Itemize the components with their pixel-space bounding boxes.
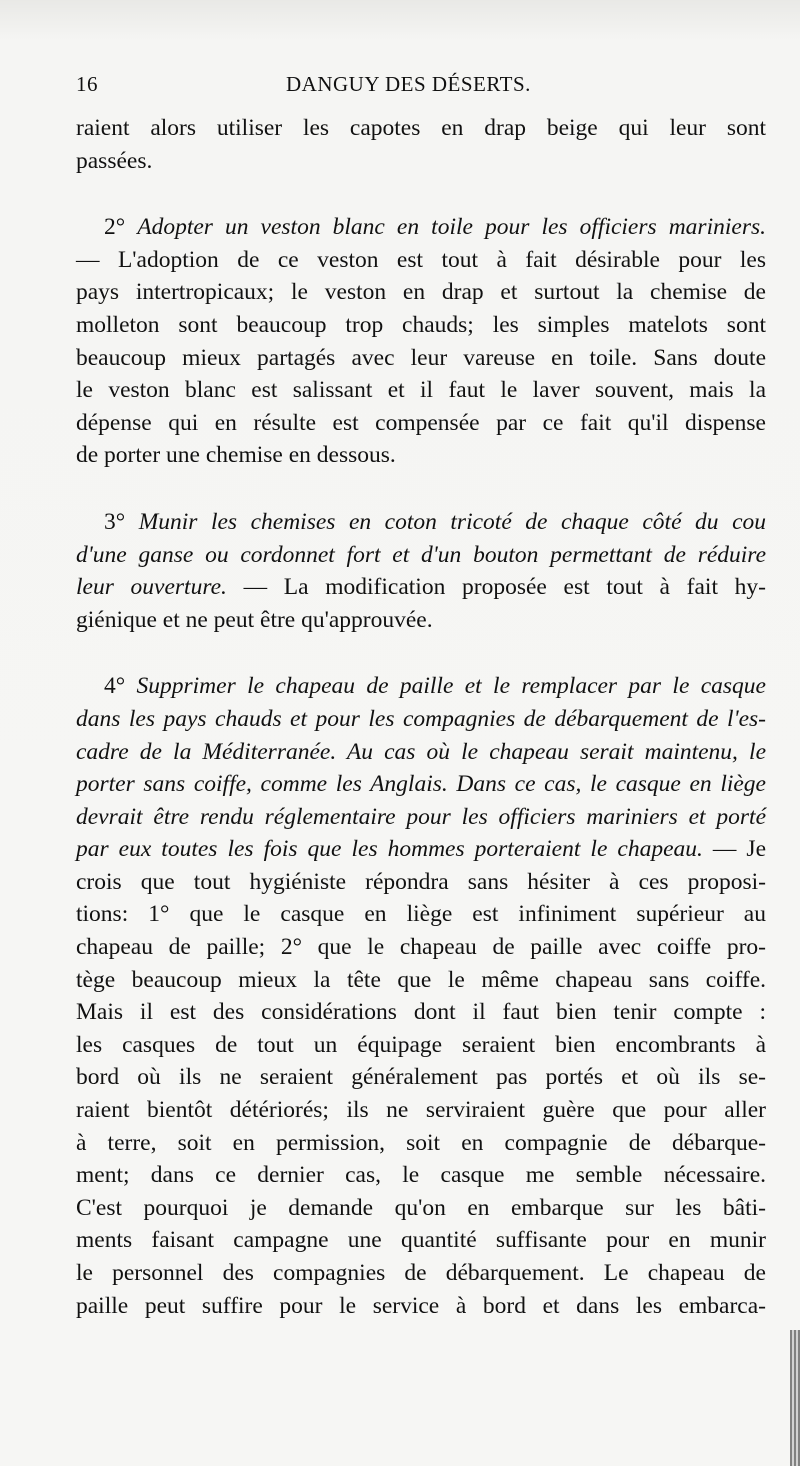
text-line: par eux toutes les fois que les hommes porteraient le chapeau. — Je — [76, 836, 767, 863]
text-line: de porter une chemise en dessous. — [76, 442, 396, 469]
text-line: les casques de tout un équipage seraient bien encombrants à — [76, 1031, 766, 1058]
running-title: DANGUY DES DÉSERTS. — [286, 72, 531, 96]
text-line: devrait être rendu réglementaire pour les officiers mariniers et porté — [76, 803, 766, 830]
text-line: — L'adoption de ce veston est tout à fait désirable pour les — [76, 246, 766, 273]
text-line: raient alors utiliser les capotes en drap beige qui leur sont — [76, 115, 766, 141]
text-line: leur ouverture. — La modification proposée est tout à fait hy- — [76, 574, 766, 601]
page-edge-shadow — [790, 1330, 800, 1466]
body-text — [76, 112, 766, 1322]
text-line: d'une ganse ou cordonnet fort et d'un bouton permettant de réduire — [76, 541, 766, 568]
text-line: cadre de la Méditerranée. Au cas où le chapeau serait maintenu, le — [76, 738, 766, 765]
text-line: chapeau de paille; 2° que le chapeau de paille avec coiffe pro- — [76, 934, 766, 961]
text-line: Mais il est des considérations dont il faut bien tenir compte : — [76, 999, 766, 1026]
text-line: porter sans coiffe, comme les Anglais. Dans ce cas, le casque en liège — [76, 771, 766, 798]
text-line: crois que tout hygiéniste répondra sans hésiter à ces proposi- — [76, 868, 766, 895]
text-line: passées. — [76, 147, 153, 174]
text-line: paille peut suffire pour le service à bord et dans les embarca- — [76, 1292, 766, 1319]
text-line: ments faisant campagne une quantité suffisante pour en munir — [76, 1227, 766, 1254]
text-line: bord où ils ne seraient généralement pas portés et où ils se- — [76, 1064, 766, 1091]
text-line: à terre, soit en permission, soit en compagnie de débarque- — [76, 1129, 766, 1156]
text-line: 2° Adopter un veston blanc en toile pour les officiers mariniers. — [104, 214, 766, 241]
text-line: tège beaucoup mieux la tête que le même chapeau sans coiffe. — [76, 966, 766, 993]
text-line: giénique et ne peut être qu'approuvée. — [76, 606, 433, 633]
text-line: le veston blanc est salissant et il faut le laver souvent, mais la — [76, 377, 766, 404]
paragraph-gap — [76, 636, 766, 670]
text-line: pays intertropicaux; le veston en drap et surtout la chemise de — [76, 279, 766, 306]
text-line: C'est pourquoi je demande qu'on en embarque sur les bâti- — [76, 1194, 766, 1221]
text-line: raient bientôt détériorés; ils ne serviraient guère que pour aller — [76, 1097, 766, 1124]
text-line: molleton sont beaucoup trop chauds; les simples matelots sont — [76, 311, 766, 338]
text-line: ment; dans ce dernier cas, le casque me semble nécessaire. — [76, 1162, 766, 1189]
text-line: le personnel des compagnies de débarquement. Le chapeau de — [76, 1260, 766, 1286]
page-header — [76, 72, 766, 102]
text-line: 3° Munir les chemises en coton tricoté de chaque côté du cou — [104, 508, 767, 535]
paragraph-gap — [76, 177, 766, 211]
text-line: dans les pays chauds et pour les compagnies de débarquement de l'es- — [76, 705, 766, 732]
text-line: dépense qui en résulte est compensée par ce fait qu'il dispense — [76, 409, 766, 436]
page-number: 16 — [76, 72, 98, 96]
text-line: 4° Supprimer le chapeau de paille et le remplacer par le casque — [104, 673, 766, 700]
paragraph-gap — [76, 472, 766, 506]
text-line: tions: 1° que le casque en liège est infiniment supérieur au — [76, 901, 766, 928]
text-line: beaucoup mieux partagés avec leur vareuse en toile. Sans doute — [76, 344, 766, 371]
